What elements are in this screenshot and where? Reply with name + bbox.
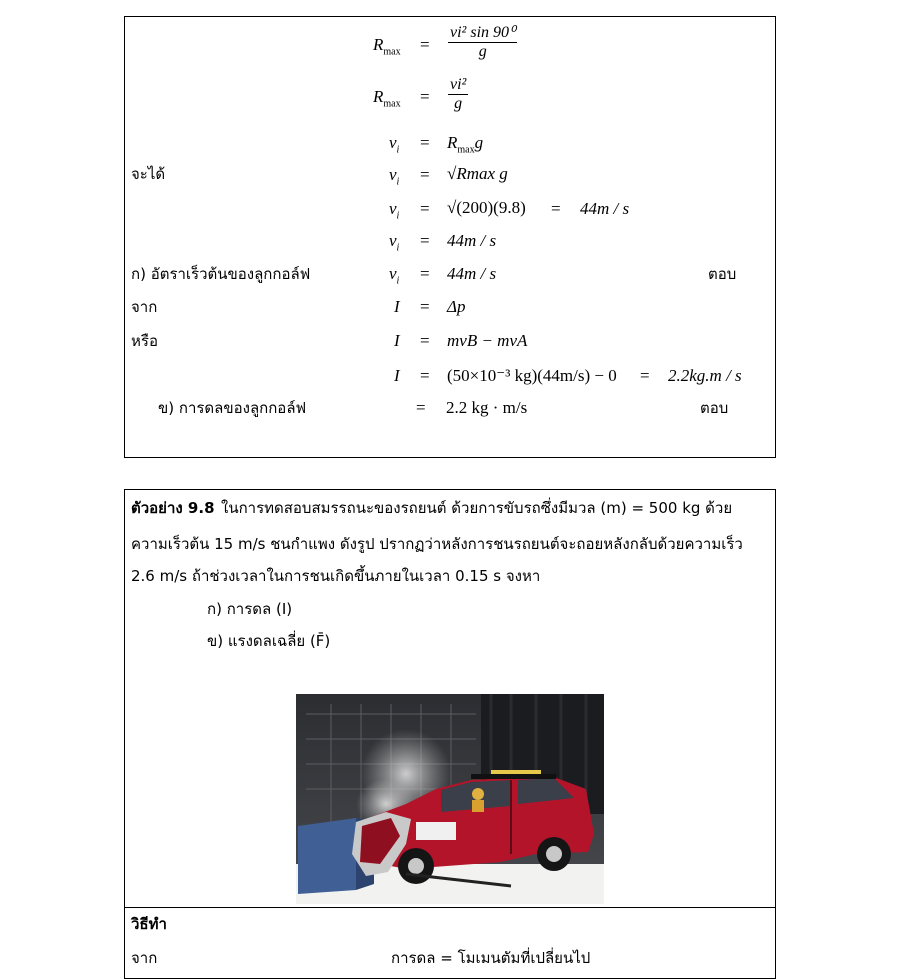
subscript: max — [383, 98, 401, 110]
barrier-wall — [298, 818, 356, 894]
result-44: 44m / s — [580, 199, 630, 218]
equals-5b: = — [551, 199, 561, 218]
label-rue: หรือ — [131, 332, 158, 350]
subscript: i — [396, 176, 400, 188]
fraction-1 — [448, 22, 517, 61]
equals-4: = — [420, 165, 430, 184]
equals-11: = — [416, 398, 426, 417]
result-impulse: 2.2kg.m / s — [668, 366, 742, 385]
example-line-1: ในการทดสอบสมรรถนะของรถยนต์ ด้วยการขับรถซึ่งมีมวล (m) = 500 kg ด้วย — [221, 499, 733, 517]
rhs-final: 2.2 kg · m/s — [446, 398, 528, 417]
subscript: max — [383, 46, 401, 58]
example-item-a: ก) การดล (I) — [207, 600, 293, 618]
equals-8: = — [420, 297, 430, 316]
lhs-vi-6: $v_i$ — [389, 231, 400, 254]
lhs-vi-5: $v_i$ — [389, 199, 400, 222]
label-initial-speed: ก) อัตราเร็วต้นของลูกกอล์ฟ — [131, 265, 311, 283]
example-title: ตัวอย่าง 9.8 — [131, 499, 215, 517]
rhs-sqrt-rmax-g: √Rmax g — [447, 164, 508, 183]
lhs-impulse-10: I — [394, 366, 400, 385]
equals-10: = — [420, 366, 430, 385]
fraction-2 — [448, 76, 468, 113]
method-from-label: จาก — [131, 949, 158, 967]
fraction-denominator: g — [478, 43, 487, 60]
lhs-vi-3: $v_i$ — [389, 133, 400, 156]
method-divider — [124, 907, 776, 908]
equals-6: = — [420, 231, 430, 250]
equals-10b: = — [640, 366, 650, 385]
rhs-mv: mvB − mvA — [447, 331, 528, 350]
example-line-3: 2.6 m/s ถ้าช่วงเวลาในการชนเกิดขึ้นภายในเวลา 0.15 s จงหา — [131, 567, 541, 585]
fraction-numerator: vi² — [450, 76, 467, 93]
answer-label-2: ตอบ — [700, 399, 729, 417]
fraction-numerator: vi² sin 90⁰ — [450, 24, 516, 41]
label-impulse-ball: ข) การดลของลูกกอล์ฟ — [158, 399, 307, 417]
equals-2: = — [420, 87, 430, 106]
equals-5: = — [420, 199, 430, 218]
rhs-calc: (50×10⁻³ kg)(44m/s) − 0 — [447, 366, 617, 385]
answer-label-1: ตอบ — [708, 265, 737, 283]
equals-7: = — [420, 264, 430, 283]
equals-9: = — [420, 331, 430, 350]
lhs-vi-7: $v_i$ — [389, 264, 400, 287]
rhs-6: 44m / s — [447, 231, 497, 250]
label-jak: จาก — [131, 298, 158, 316]
subscript: max — [457, 144, 475, 156]
rhs-g: g — [474, 133, 484, 152]
rhs-sqrt-numbers: √(200)(9.8) — [447, 198, 526, 217]
label-jadai: จะได้ — [131, 165, 166, 183]
car-crash-photo — [296, 694, 604, 904]
example-line-2: ความเร็วต้น 15 m/s ชนกำแพง ดังรูป ปรากฏว่าหลังการชนรถยนต์จะถอยหลังกลับด้วยความเร็ว — [131, 535, 743, 553]
lhs-impulse-9: I — [394, 331, 400, 350]
fraction-denominator: g — [454, 95, 463, 112]
lhs-rmax-1: $R_{max}$ — [373, 35, 401, 58]
equals-1: = — [420, 35, 430, 54]
lhs-rmax-2: $R_{max}$ — [373, 87, 401, 110]
rhs-delta-p: Δp — [447, 297, 466, 316]
equals-3: = — [420, 133, 430, 152]
rhs-r: R — [447, 133, 458, 152]
method-heading: วิธีทำ — [131, 915, 167, 933]
rhs-7: 44m / s — [447, 264, 497, 283]
lhs-impulse-8: I — [394, 297, 400, 316]
method-equation: การดล = โมเมนตัมที่เปลี่ยนไป — [391, 949, 591, 967]
rhs-3 — [447, 134, 483, 159]
subscript: i — [396, 210, 400, 222]
subscript: i — [396, 275, 400, 287]
lhs-vi-4: $v_i$ — [389, 165, 400, 188]
example-item-b: ข) แรงดลเฉลี่ย (F̄) — [207, 632, 331, 650]
subscript: i — [396, 242, 400, 254]
subscript: i — [396, 144, 400, 156]
